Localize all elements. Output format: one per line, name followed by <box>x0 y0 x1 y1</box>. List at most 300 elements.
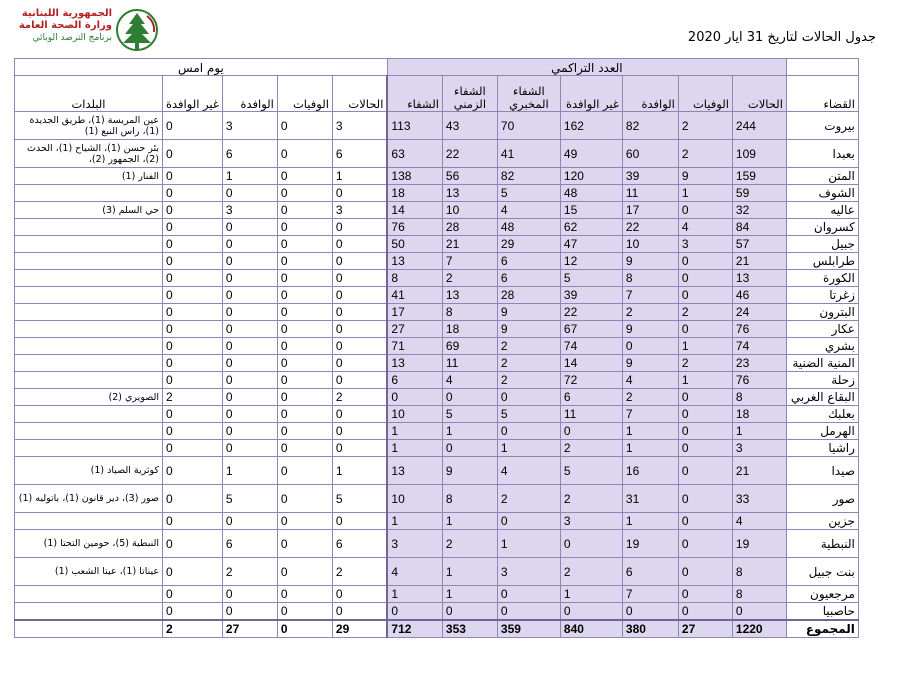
cell-towns <box>15 372 163 389</box>
cell-y-imported: 27 <box>222 620 277 638</box>
cell-recovered-lab: 2 <box>497 355 560 372</box>
cell-towns: عيناتا (1)، عيتا الشعب (1) <box>15 558 163 586</box>
cell-towns <box>15 586 163 603</box>
cell-imported: 22 <box>622 219 678 236</box>
cell-imported: 1 <box>622 423 678 440</box>
cell-recovered: 1 <box>387 440 442 457</box>
cell-cases: 0 <box>732 603 786 621</box>
col-y-imported: الوافدة <box>222 76 277 112</box>
cell-towns <box>15 287 163 304</box>
cell-y-non-imported: 0 <box>163 513 223 530</box>
cell-non-imported: 840 <box>560 620 622 638</box>
cell-cases: 1 <box>732 423 786 440</box>
cell-y-cases: 0 <box>332 321 387 338</box>
cell-recovered-time: 1 <box>442 558 497 586</box>
cell-district: حاصبيا <box>786 603 858 621</box>
cell-recovered: 50 <box>387 236 442 253</box>
cell-y-deaths: 0 <box>277 423 332 440</box>
cell-cases: 21 <box>732 457 786 485</box>
cell-y-cases: 0 <box>332 219 387 236</box>
cell-deaths: 3 <box>678 236 732 253</box>
ministry-logo <box>10 8 160 52</box>
cell-y-deaths: 0 <box>277 270 332 287</box>
table-row <box>15 112 859 140</box>
cell-cases: 109 <box>732 140 786 168</box>
group-cumulative: العدد التراكمي <box>387 59 786 76</box>
cell-y-imported: 2 <box>222 558 277 586</box>
cell-cases: 159 <box>732 168 786 185</box>
cell-non-imported: 22 <box>560 304 622 321</box>
cell-y-non-imported: 0 <box>163 321 223 338</box>
cell-district: بيروت <box>786 112 858 140</box>
cell-recovered: 113 <box>387 112 442 140</box>
cell-recovered-time: 1 <box>442 586 497 603</box>
cell-recovered-time: 69 <box>442 338 497 355</box>
cell-y-cases: 0 <box>332 406 387 423</box>
cell-y-deaths: 0 <box>277 304 332 321</box>
col-district: القضاء <box>786 76 858 112</box>
cell-y-non-imported: 0 <box>163 236 223 253</box>
cell-y-non-imported: 2 <box>163 620 223 638</box>
cell-deaths: 0 <box>678 457 732 485</box>
table-row <box>15 219 859 236</box>
cell-non-imported: 6 <box>560 389 622 406</box>
cell-district: الكورة <box>786 270 858 287</box>
cell-non-imported: 12 <box>560 253 622 270</box>
cell-deaths: 2 <box>678 355 732 372</box>
col-imported: الوافدة <box>622 76 678 112</box>
cell-imported: 380 <box>622 620 678 638</box>
cell-non-imported: 3 <box>560 513 622 530</box>
cell-deaths: 0 <box>678 202 732 219</box>
cell-y-deaths: 0 <box>277 530 332 558</box>
cell-y-deaths: 0 <box>277 406 332 423</box>
cell-y-deaths: 0 <box>277 338 332 355</box>
cell-district: صيدا <box>786 457 858 485</box>
cell-recovered: 0 <box>387 389 442 406</box>
cell-cases: 57 <box>732 236 786 253</box>
cell-imported: 16 <box>622 457 678 485</box>
cell-y-imported: 3 <box>222 202 277 219</box>
cell-recovered-lab: 6 <box>497 253 560 270</box>
cell-y-deaths: 0 <box>277 389 332 406</box>
cell-deaths: 0 <box>678 270 732 287</box>
cell-y-imported: 0 <box>222 603 277 621</box>
cell-deaths: 2 <box>678 140 732 168</box>
column-header-row <box>15 76 859 112</box>
col-deaths: الوفيات <box>678 76 732 112</box>
cell-y-non-imported: 0 <box>163 372 223 389</box>
cell-recovered-time: 18 <box>442 321 497 338</box>
cell-recovered-time: 353 <box>442 620 497 638</box>
cell-non-imported: 0 <box>560 530 622 558</box>
cell-towns: الصويري (2) <box>15 389 163 406</box>
cell-towns <box>15 355 163 372</box>
cell-recovered-lab: 29 <box>497 236 560 253</box>
cell-y-non-imported: 0 <box>163 219 223 236</box>
cell-towns: الفنار (1) <box>15 168 163 185</box>
cell-recovered: 14 <box>387 202 442 219</box>
col-non-imported: غير الوافدة <box>560 76 622 112</box>
cell-y-non-imported: 0 <box>163 603 223 621</box>
cell-recovered-lab: 0 <box>497 603 560 621</box>
cell-recovered-lab: 9 <box>497 321 560 338</box>
cell-recovered-time: 0 <box>442 440 497 457</box>
cell-recovered: 0 <box>387 603 442 621</box>
table-row <box>15 485 859 513</box>
cell-y-non-imported: 0 <box>163 202 223 219</box>
cell-cases: 21 <box>732 253 786 270</box>
cell-recovered: 4 <box>387 558 442 586</box>
cell-y-deaths: 0 <box>277 586 332 603</box>
cell-recovered-lab: 5 <box>497 185 560 202</box>
cell-district: طرابلس <box>786 253 858 270</box>
col-y-cases: الحالات <box>332 76 387 112</box>
cell-deaths: 0 <box>678 586 732 603</box>
table-row <box>15 372 859 389</box>
cell-district: الشوف <box>786 185 858 202</box>
cell-y-imported: 0 <box>222 423 277 440</box>
cell-y-imported: 0 <box>222 586 277 603</box>
cell-towns <box>15 270 163 287</box>
cell-cases: 8 <box>732 389 786 406</box>
cell-non-imported: 0 <box>560 423 622 440</box>
cell-imported: 82 <box>622 112 678 140</box>
col-recovered-lab: الشفاء المخبري <box>497 76 560 112</box>
cell-y-deaths: 0 <box>277 440 332 457</box>
cell-y-non-imported: 0 <box>163 530 223 558</box>
page-title: جدول الحالات لتاريخ 31 ايار 2020 <box>687 30 876 45</box>
cell-recovered: 138 <box>387 168 442 185</box>
cell-recovered-lab: 2 <box>497 338 560 355</box>
cell-y-cases: 2 <box>332 558 387 586</box>
cell-recovered: 1 <box>387 423 442 440</box>
cell-y-deaths: 0 <box>277 236 332 253</box>
cell-cases: 4 <box>732 513 786 530</box>
cell-y-non-imported: 0 <box>163 406 223 423</box>
cell-y-imported: 1 <box>222 457 277 485</box>
cell-cases: 13 <box>732 270 786 287</box>
cell-y-cases: 0 <box>332 440 387 457</box>
cell-y-cases: 2 <box>332 389 387 406</box>
cell-district: عكار <box>786 321 858 338</box>
col-cases: الحالات <box>732 76 786 112</box>
cell-y-cases: 6 <box>332 140 387 168</box>
cell-cases: 244 <box>732 112 786 140</box>
cell-deaths: 9 <box>678 168 732 185</box>
cell-y-deaths: 0 <box>277 372 332 389</box>
cell-recovered-lab: 4 <box>497 202 560 219</box>
total-row <box>15 620 859 638</box>
cell-imported: 1 <box>622 440 678 457</box>
cell-recovered-time: 8 <box>442 304 497 321</box>
cell-non-imported: 62 <box>560 219 622 236</box>
cell-district: زغرتا <box>786 287 858 304</box>
cell-cases: 23 <box>732 355 786 372</box>
cell-y-deaths: 0 <box>277 355 332 372</box>
cell-deaths: 27 <box>678 620 732 638</box>
cell-cases: 76 <box>732 372 786 389</box>
cell-recovered: 10 <box>387 406 442 423</box>
cell-imported: 4 <box>622 372 678 389</box>
cell-imported: 7 <box>622 406 678 423</box>
cell-non-imported: 49 <box>560 140 622 168</box>
cell-imported: 39 <box>622 168 678 185</box>
table-row <box>15 457 859 485</box>
cell-recovered-time: 0 <box>442 603 497 621</box>
cell-imported: 0 <box>622 603 678 621</box>
table-row <box>15 406 859 423</box>
cell-non-imported: 72 <box>560 372 622 389</box>
cell-recovered-lab: 28 <box>497 287 560 304</box>
cell-y-deaths: 0 <box>277 112 332 140</box>
cell-imported: 60 <box>622 140 678 168</box>
cell-recovered-time: 0 <box>442 389 497 406</box>
cell-imported: 0 <box>622 338 678 355</box>
cell-recovered: 1 <box>387 513 442 530</box>
cell-y-imported: 5 <box>222 485 277 513</box>
cell-recovered-time: 2 <box>442 530 497 558</box>
cell-y-imported: 0 <box>222 253 277 270</box>
header-spacer <box>786 59 858 76</box>
cell-district: عاليه <box>786 202 858 219</box>
cell-district: بنت جبيل <box>786 558 858 586</box>
cell-recovered-time: 13 <box>442 185 497 202</box>
cell-y-imported: 0 <box>222 219 277 236</box>
cell-recovered: 27 <box>387 321 442 338</box>
cell-y-non-imported: 0 <box>163 185 223 202</box>
cell-y-non-imported: 0 <box>163 440 223 457</box>
table-row <box>15 140 859 168</box>
cell-recovered: 18 <box>387 185 442 202</box>
cell-towns: عين المريسة (1)، طريق الجديدة (1)، راس النبع (1) <box>15 112 163 140</box>
cell-non-imported: 5 <box>560 457 622 485</box>
cell-y-deaths: 0 <box>277 603 332 621</box>
group-yesterday: يوم امس <box>15 59 388 76</box>
cell-recovered: 13 <box>387 253 442 270</box>
cell-recovered-lab: 2 <box>497 372 560 389</box>
cell-district: صور <box>786 485 858 513</box>
cell-recovered-time: 28 <box>442 219 497 236</box>
cell-imported: 2 <box>622 389 678 406</box>
cell-recovered-lab: 82 <box>497 168 560 185</box>
cell-imported: 17 <box>622 202 678 219</box>
cell-imported: 31 <box>622 485 678 513</box>
cell-non-imported: 14 <box>560 355 622 372</box>
table-row <box>15 558 859 586</box>
cell-recovered-time: 11 <box>442 355 497 372</box>
cell-non-imported: 2 <box>560 558 622 586</box>
cell-y-deaths: 0 <box>277 253 332 270</box>
cell-y-non-imported: 0 <box>163 253 223 270</box>
cell-towns: حي السلم (3) <box>15 202 163 219</box>
table-row <box>15 389 859 406</box>
table-row <box>15 530 859 558</box>
table-row <box>15 513 859 530</box>
cell-y-deaths: 0 <box>277 168 332 185</box>
cell-deaths: 1 <box>678 185 732 202</box>
cell-recovered-time: 2 <box>442 270 497 287</box>
cell-non-imported: 2 <box>560 440 622 457</box>
cell-y-deaths: 0 <box>277 620 332 638</box>
cell-non-imported: 15 <box>560 202 622 219</box>
cell-towns <box>15 603 163 621</box>
cell-recovered: 17 <box>387 304 442 321</box>
table-row <box>15 355 859 372</box>
table-row <box>15 236 859 253</box>
cell-y-imported: 6 <box>222 140 277 168</box>
cell-district: كسروان <box>786 219 858 236</box>
table-row <box>15 603 859 621</box>
cell-non-imported: 0 <box>560 603 622 621</box>
cell-non-imported: 39 <box>560 287 622 304</box>
cell-y-imported: 0 <box>222 440 277 457</box>
group-header-row <box>15 59 859 76</box>
col-recovered-time: الشفاء الزمني <box>442 76 497 112</box>
cell-recovered-lab: 0 <box>497 586 560 603</box>
cell-y-cases: 0 <box>332 253 387 270</box>
cases-table <box>14 58 859 638</box>
cell-towns: بئر حسن (1)، الشياح (1)، الحدث (2)، الجمهور (2)، <box>15 140 163 168</box>
cell-y-non-imported: 0 <box>163 586 223 603</box>
cell-recovered-time: 10 <box>442 202 497 219</box>
cell-district: بشري <box>786 338 858 355</box>
cell-y-cases: 1 <box>332 457 387 485</box>
cell-recovered: 63 <box>387 140 442 168</box>
cell-imported: 10 <box>622 236 678 253</box>
cell-deaths: 0 <box>678 440 732 457</box>
cell-deaths: 0 <box>678 423 732 440</box>
cell-cases: 32 <box>732 202 786 219</box>
cell-recovered-time: 56 <box>442 168 497 185</box>
cell-district: مرجعيون <box>786 586 858 603</box>
cell-recovered-lab: 3 <box>497 558 560 586</box>
cell-recovered: 10 <box>387 485 442 513</box>
cell-imported: 8 <box>622 270 678 287</box>
cell-recovered: 712 <box>387 620 442 638</box>
cell-imported: 1 <box>622 513 678 530</box>
table-row <box>15 168 859 185</box>
cell-recovered: 13 <box>387 355 442 372</box>
cell-deaths: 1 <box>678 372 732 389</box>
col-towns: البلدات <box>15 76 163 112</box>
cell-recovered: 41 <box>387 287 442 304</box>
cell-y-cases: 0 <box>332 603 387 621</box>
cell-y-cases: 0 <box>332 513 387 530</box>
table-row <box>15 440 859 457</box>
cell-towns <box>15 620 163 638</box>
cell-towns <box>15 185 163 202</box>
cell-non-imported: 162 <box>560 112 622 140</box>
cell-y-imported: 0 <box>222 287 277 304</box>
table-row <box>15 338 859 355</box>
cell-non-imported: 5 <box>560 270 622 287</box>
cell-recovered: 6 <box>387 372 442 389</box>
cell-recovered-lab: 359 <box>497 620 560 638</box>
cell-district: المجموع <box>786 620 858 638</box>
cell-y-cases: 0 <box>332 236 387 253</box>
cell-deaths: 0 <box>678 558 732 586</box>
cell-recovered: 1 <box>387 586 442 603</box>
cell-y-deaths: 0 <box>277 513 332 530</box>
cell-towns <box>15 219 163 236</box>
cell-towns <box>15 406 163 423</box>
logo-line-ministry: وزارة الصحة العامة <box>18 20 112 31</box>
cell-y-non-imported: 0 <box>163 287 223 304</box>
cell-towns: كوثرية الصياد (1) <box>15 457 163 485</box>
table-row <box>15 321 859 338</box>
cell-y-deaths: 0 <box>277 185 332 202</box>
cell-y-non-imported: 0 <box>163 112 223 140</box>
cell-district: زحلة <box>786 372 858 389</box>
cell-y-imported: 0 <box>222 355 277 372</box>
cell-y-imported: 0 <box>222 321 277 338</box>
cell-recovered-lab: 70 <box>497 112 560 140</box>
cell-recovered-lab: 1 <box>497 440 560 457</box>
cell-district: راشيا <box>786 440 858 457</box>
cell-district: بعلبك <box>786 406 858 423</box>
cell-imported: 9 <box>622 321 678 338</box>
col-recovered: الشفاء <box>387 76 442 112</box>
cell-cases: 3 <box>732 440 786 457</box>
cell-cases: 1220 <box>732 620 786 638</box>
cell-towns <box>15 321 163 338</box>
cell-y-non-imported: 2 <box>163 389 223 406</box>
cell-y-non-imported: 0 <box>163 304 223 321</box>
cell-y-cases: 0 <box>332 304 387 321</box>
cell-y-deaths: 0 <box>277 485 332 513</box>
cell-recovered-lab: 2 <box>497 485 560 513</box>
cell-imported: 9 <box>622 355 678 372</box>
cell-y-cases: 0 <box>332 185 387 202</box>
cell-recovered-time: 21 <box>442 236 497 253</box>
cell-y-deaths: 0 <box>277 457 332 485</box>
logo-text <box>10 8 112 44</box>
cell-y-deaths: 0 <box>277 558 332 586</box>
cell-recovered-lab: 0 <box>497 513 560 530</box>
cell-cases: 59 <box>732 185 786 202</box>
cell-recovered-lab: 48 <box>497 219 560 236</box>
cell-towns: النبطية (5)، حومين التحتا (1) <box>15 530 163 558</box>
cell-y-cases: 1 <box>332 168 387 185</box>
cell-y-cases: 29 <box>332 620 387 638</box>
table-row <box>15 423 859 440</box>
cell-y-cases: 0 <box>332 372 387 389</box>
cell-cases: 18 <box>732 406 786 423</box>
cell-y-cases: 6 <box>332 530 387 558</box>
cell-imported: 9 <box>622 253 678 270</box>
cell-deaths: 0 <box>678 287 732 304</box>
cell-y-imported: 0 <box>222 372 277 389</box>
cell-deaths: 0 <box>678 253 732 270</box>
cell-imported: 7 <box>622 586 678 603</box>
cell-cases: 24 <box>732 304 786 321</box>
cell-y-imported: 0 <box>222 185 277 202</box>
cell-cases: 8 <box>732 586 786 603</box>
cell-district: جزين <box>786 513 858 530</box>
cell-y-non-imported: 0 <box>163 457 223 485</box>
cell-y-imported: 0 <box>222 270 277 287</box>
cell-deaths: 0 <box>678 530 732 558</box>
cell-cases: 33 <box>732 485 786 513</box>
table-row <box>15 287 859 304</box>
cell-towns <box>15 338 163 355</box>
cell-y-cases: 3 <box>332 202 387 219</box>
cell-cases: 76 <box>732 321 786 338</box>
cell-recovered-lab: 1 <box>497 530 560 558</box>
cedar-icon <box>114 8 160 52</box>
cell-y-deaths: 0 <box>277 321 332 338</box>
